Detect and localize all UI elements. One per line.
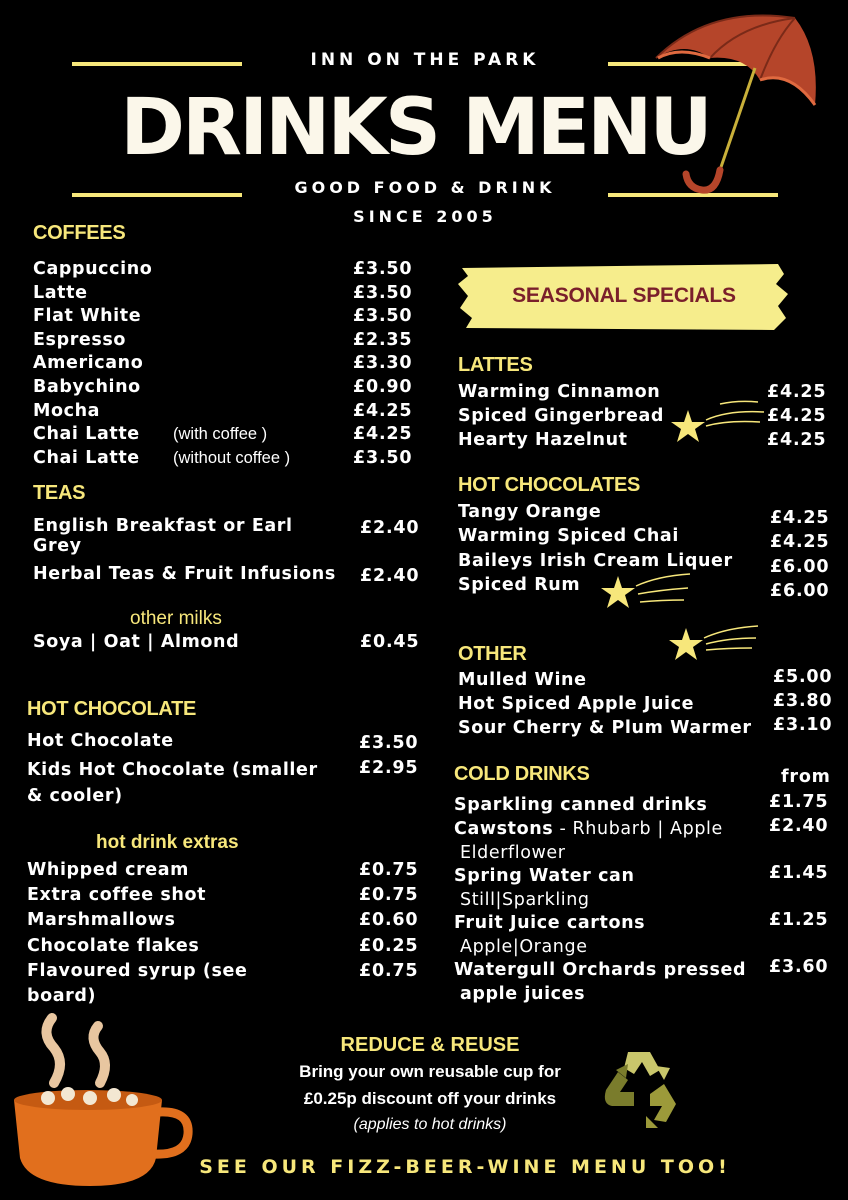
other-milks-heading: other milks: [130, 608, 222, 629]
price: £0.75: [359, 860, 419, 880]
item-name: Flavoured syrup (see: [27, 960, 248, 981]
list-item: Mulled Wine: [458, 670, 587, 690]
price: £3.50: [353, 282, 413, 303]
price: £4.25: [767, 382, 827, 402]
price: £4.25: [353, 424, 413, 445]
list-item: [27, 934, 199, 959]
list-item: Spiced Rum: [458, 574, 581, 595]
price: £0.25: [359, 935, 419, 956]
list-item: [27, 858, 189, 883]
price: £1.25: [769, 910, 829, 930]
shooting-star-icon: [668, 398, 768, 448]
shooting-star-icon: [598, 568, 698, 618]
list-item: Soya | Oat | Almond: [33, 632, 240, 652]
price: £3.50: [359, 733, 419, 753]
price: £1.45: [769, 863, 829, 883]
price: £6.00: [770, 556, 830, 577]
list-item: Flat White: [33, 306, 142, 327]
hot-chocolate-heading: HOT CHOCOLATE: [27, 698, 197, 720]
price: £3.30: [353, 353, 413, 374]
list-item: Kids Hot Chocolate (smaller & cooler): [27, 760, 318, 806]
reuse-line-3: (applies to hot drinks): [353, 1116, 507, 1133]
price: £4.25: [767, 430, 827, 450]
price: £2.95: [359, 758, 419, 778]
page-title: DRINKS MENU: [120, 83, 710, 173]
list-item: English Breakfast or Earl Grey: [33, 516, 293, 556]
reduce-reuse-heading: REDUCE & REUSE: [340, 1034, 520, 1056]
item-name: Fruit Juice cartons: [454, 913, 646, 933]
shooting-star-icon: [666, 620, 766, 670]
since-date: SINCE 2005: [353, 207, 497, 226]
list-item: Tangy Orange: [458, 502, 602, 522]
lattes-heading: LATTES: [458, 354, 533, 376]
item-sub: Elderflower: [460, 843, 566, 863]
item-detail: - Rhubarb | Apple: [553, 819, 723, 839]
price: £6.00: [770, 580, 830, 601]
item-name: Sparkling canned drinks: [454, 795, 708, 815]
item-note: (without coffee ): [173, 448, 291, 467]
price: £0.75: [359, 960, 419, 981]
list-item: [27, 959, 247, 1009]
item-name: Cawstons: [454, 819, 554, 839]
seasonal-specials-banner: [458, 262, 790, 332]
price: £2.40: [769, 816, 829, 836]
price: £4.25: [770, 508, 830, 528]
list-item: Warming Cinnamon: [458, 382, 661, 402]
list-item: [454, 960, 746, 980]
list-item: Americano: [33, 353, 144, 374]
from-label: from: [781, 767, 831, 787]
price: £5.00: [773, 667, 833, 687]
item-sub: Apple|Orange: [460, 937, 588, 957]
list-item: [27, 883, 206, 908]
price: £4.25: [353, 400, 413, 421]
list-item: Baileys Irish Cream Liquer: [458, 550, 733, 571]
reuse-line-2: £0.25p discount off your drinks: [303, 1089, 557, 1108]
price: £2.40: [360, 518, 420, 538]
item-name: Extra coffee shot: [27, 885, 207, 906]
item-note: (with coffee ): [173, 425, 268, 444]
reuse-line-1: Bring your own reusable cup for: [299, 1062, 561, 1081]
other-heading: OTHER: [458, 643, 527, 665]
item-name: Spring Water can: [454, 866, 635, 886]
item-sub: Still|Sparkling: [460, 890, 590, 910]
item-sub: apple juices: [460, 984, 586, 1004]
price: £4.25: [770, 532, 830, 553]
list-item: Sour Cherry & Plum Warmer: [458, 718, 752, 739]
list-item: [454, 866, 635, 886]
price: £3.50: [353, 306, 413, 327]
list-item: Chai Latte: [33, 424, 140, 445]
price: £0.60: [359, 910, 419, 931]
price: £3.50: [353, 447, 413, 468]
item-name: Watergull Orchards pressed: [454, 960, 747, 980]
list-item: [454, 795, 707, 815]
list-item: Hearty Hazelnut: [458, 430, 628, 450]
tagline: GOOD FOOD & DRINK: [294, 178, 556, 197]
item-name: Marshmallows: [27, 910, 176, 931]
price: £3.60: [769, 957, 829, 977]
list-item: Hot Chocolate: [27, 731, 174, 751]
list-item: Espresso: [33, 329, 127, 350]
venue-name: INN ON THE PARK: [310, 50, 540, 70]
list-item: Hot Spiced Apple Juice: [458, 694, 695, 715]
price: £0.75: [359, 885, 419, 906]
list-item: [27, 908, 176, 933]
header-rule-top-left: [72, 62, 242, 66]
price: £1.75: [769, 792, 829, 812]
item-name: Whipped cream: [27, 860, 190, 880]
list-item: [454, 913, 645, 933]
price: £2.40: [360, 566, 420, 586]
price: £3.50: [353, 259, 413, 279]
list-item: Babychino: [33, 377, 141, 397]
list-item: Warming Spiced Chai: [458, 526, 679, 547]
list-item: Chai Latte: [33, 447, 140, 468]
price: £2.35: [353, 329, 413, 350]
list-item: Herbal Teas & Fruit Infusions: [33, 564, 336, 584]
recycle-icon: [598, 1046, 686, 1130]
teas-heading: TEAS: [33, 482, 86, 504]
price: £0.90: [353, 377, 413, 397]
list-item: Mocha: [33, 400, 101, 421]
coffees-heading: COFFEES: [33, 222, 126, 244]
list-item: Latte: [33, 282, 88, 303]
footer-banner: SEE OUR FIZZ-BEER-WINE MENU TOO!: [199, 1156, 731, 1178]
price: £4.25: [767, 406, 827, 426]
list-item: [454, 819, 723, 839]
price: £3.10: [773, 715, 833, 736]
list-item: Cappuccino: [33, 259, 153, 279]
umbrella-icon: [650, 10, 825, 200]
seasonal-specials-title: SEASONAL SPECIALS: [512, 284, 736, 307]
hot-chocolates-heading: HOT CHOCOLATES: [458, 474, 641, 496]
hot-drink-extras-heading: hot drink extras: [96, 832, 239, 853]
price: £0.45: [360, 632, 420, 652]
item-name: Chocolate flakes: [27, 935, 200, 956]
header-rule-bottom-left: [72, 193, 242, 197]
price: £3.80: [773, 691, 833, 712]
list-item: Spiced Gingerbread: [458, 406, 665, 426]
cold-drinks-heading: COLD DRINKS: [454, 763, 590, 785]
item-name-continued: board): [27, 985, 97, 1006]
